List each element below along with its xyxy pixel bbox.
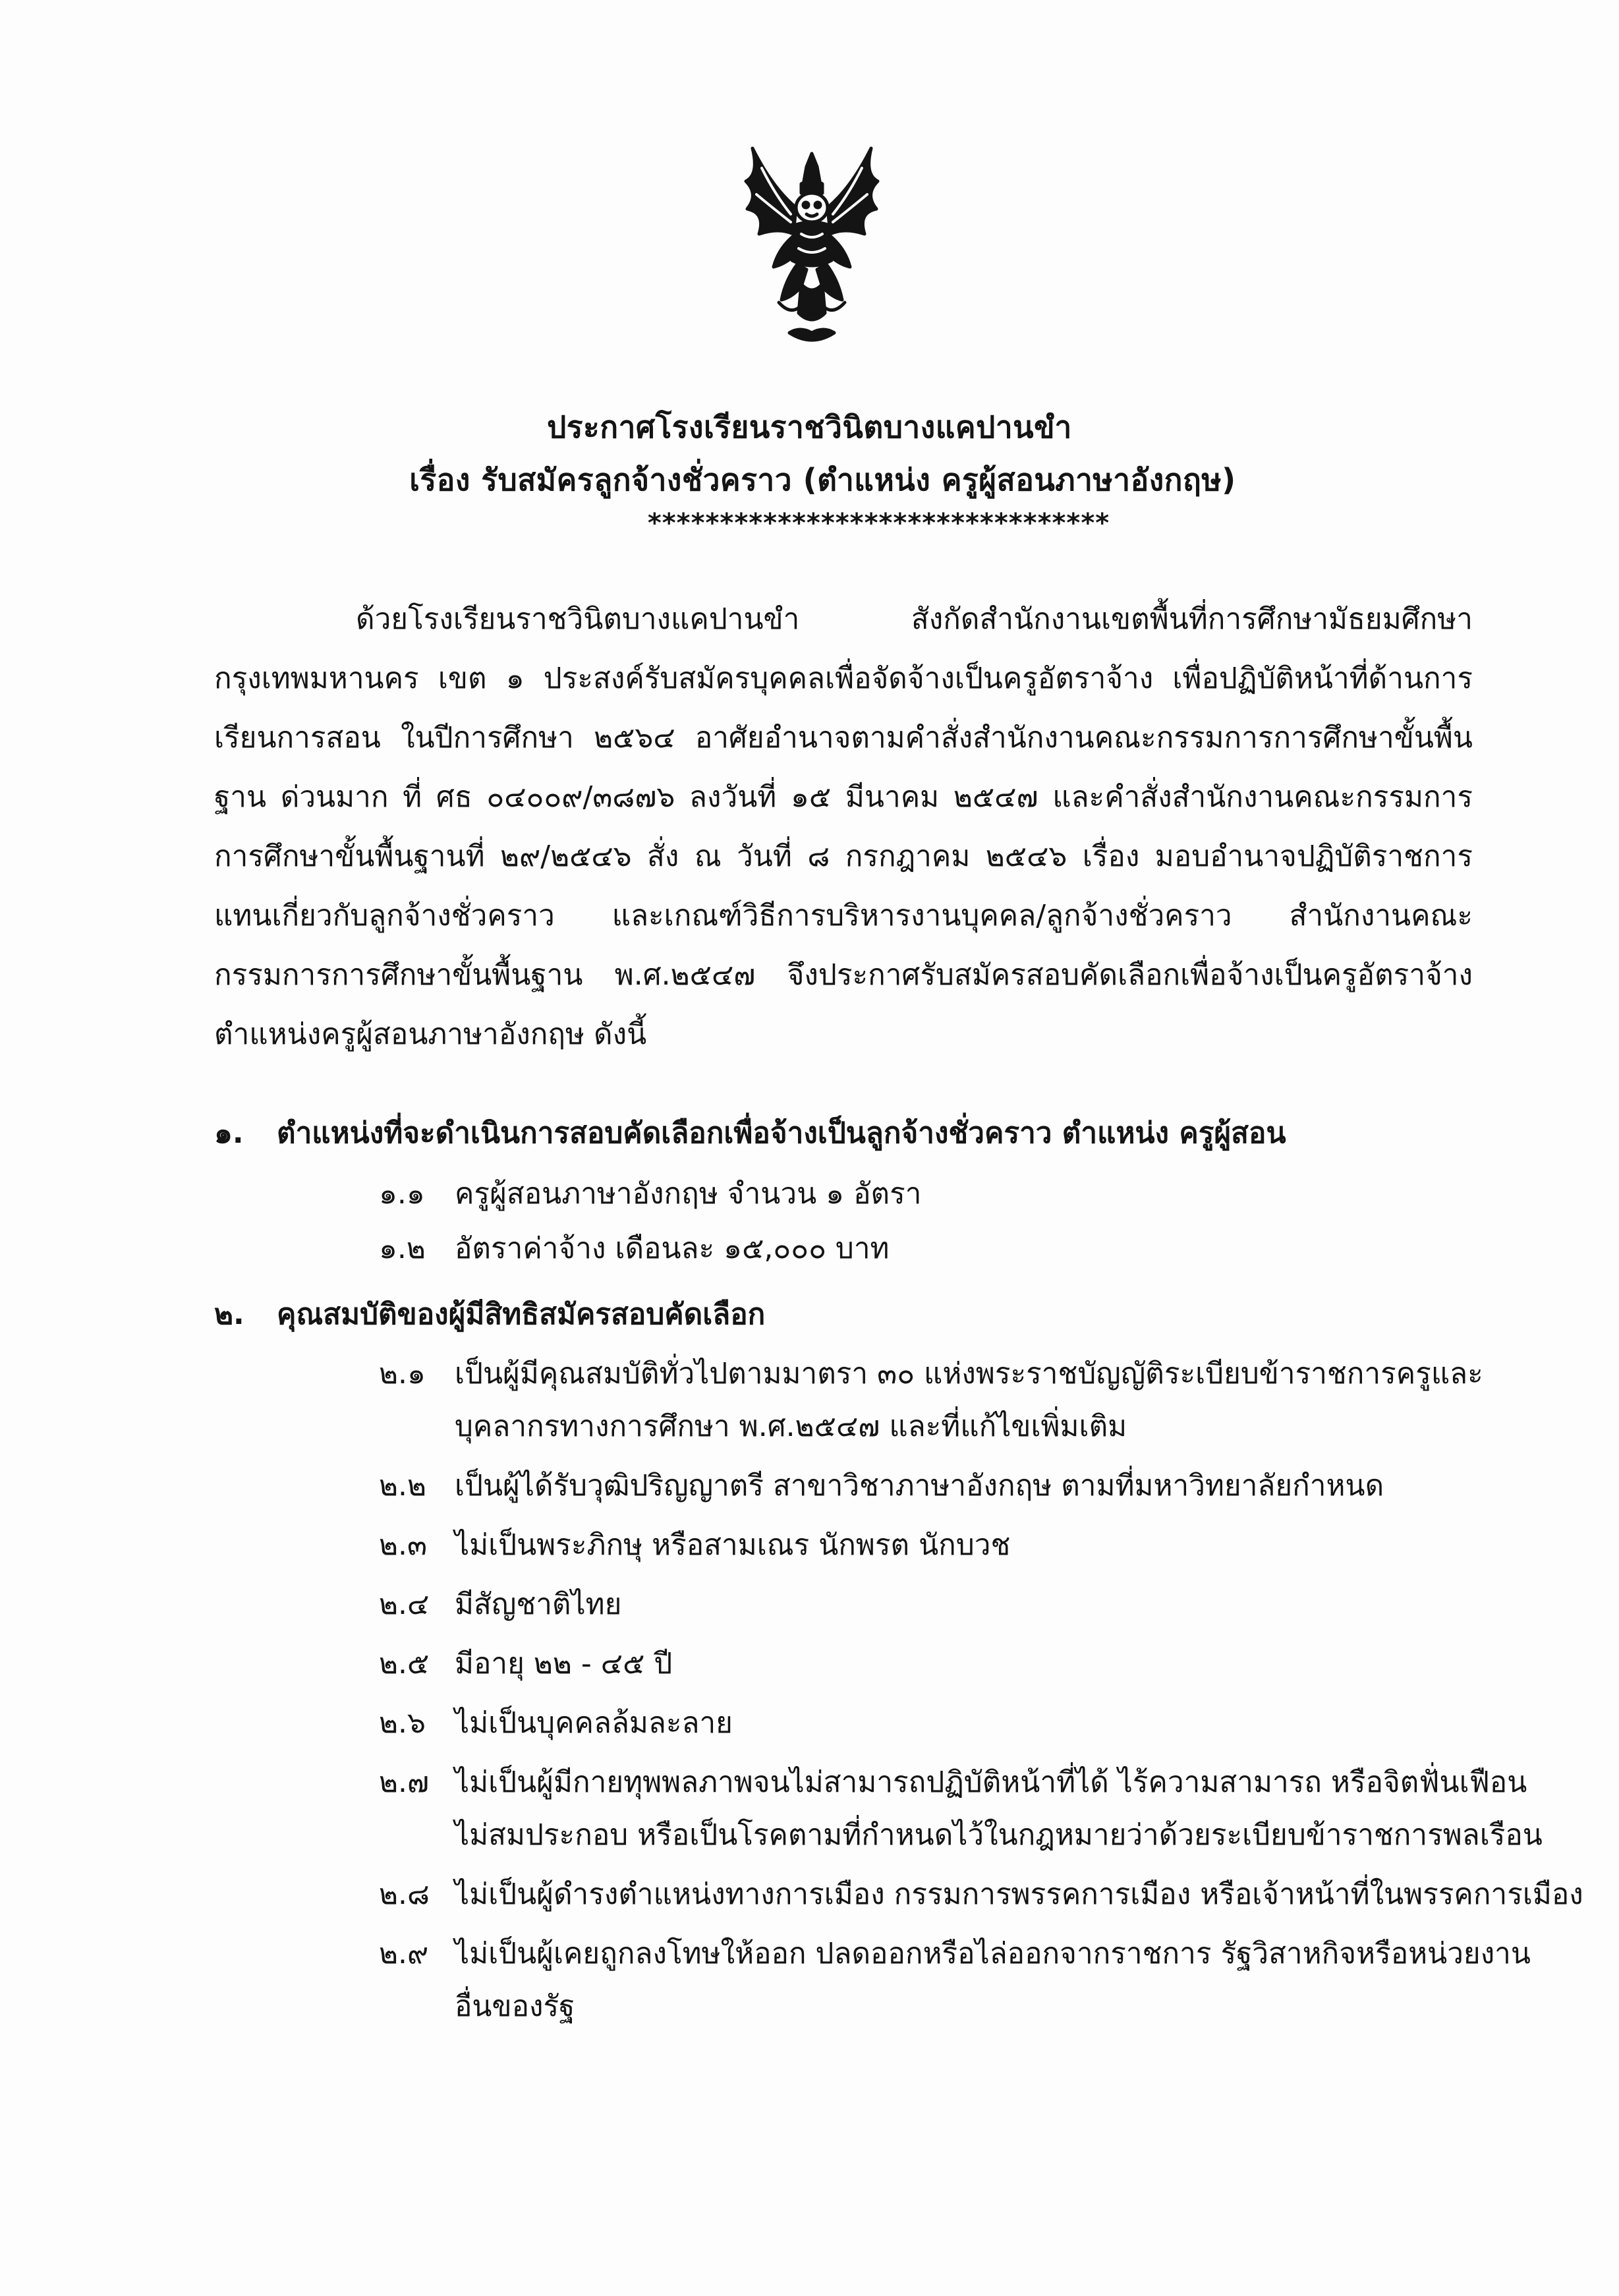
section-title: ตำแหน่งที่จะดำเนินการสอบคัดเลือกเพื่อจ้างเป็นลูกจ้างชั่วคราว ตำแหน่ง ครูผู้สอน bbox=[277, 1116, 1286, 1150]
item-number: ๒.๒ bbox=[379, 1469, 426, 1503]
item-text: ไม่เป็นผู้เคยถูกลงโทษให้ออก ปลดออกหรือไล่ออกจากราชการ รัฐวิสาหกิจหรือหน่วยงาน bbox=[455, 1937, 1531, 1970]
list-item bbox=[379, 1460, 1384, 1512]
list-item bbox=[379, 1168, 921, 1220]
announcement-header bbox=[0, 401, 1619, 536]
item-continuation: บุคลากรทางการศึกษา พ.ศ.๒๕๔๗ และที่แก้ไขเพิ่มเติม bbox=[455, 1410, 1127, 1443]
section-number: ๒. bbox=[214, 1298, 244, 1331]
list-item bbox=[379, 1638, 672, 1690]
list-item bbox=[379, 1868, 1583, 1921]
item-number: ๒.๑ bbox=[379, 1357, 426, 1391]
section-1-heading bbox=[214, 1110, 1286, 1157]
item-number: ๒.๔ bbox=[379, 1588, 430, 1621]
item-text: อัตราค่าจ้าง เดือนละ ๑๕,๐๐๐ บาท bbox=[455, 1232, 890, 1265]
section-number: ๑. bbox=[214, 1116, 244, 1150]
item-number: ๑.๒ bbox=[379, 1232, 426, 1265]
list-item bbox=[379, 1928, 1531, 1980]
garuda-emblem-icon bbox=[733, 135, 891, 353]
item-text: มีอายุ ๒๒ - ๔๕ ปี bbox=[455, 1647, 673, 1680]
item-text: ไม่เป็นพระภิกษุ หรือสามเณร นักพรต นักบวช bbox=[455, 1528, 1011, 1562]
item-text: มีสัญชาติไทย bbox=[455, 1588, 622, 1621]
item-number: ๒.๙ bbox=[379, 1937, 429, 1970]
item-continuation: อื่นของรัฐ bbox=[455, 1990, 575, 2023]
item-text: ไม่เป็นผู้ดำรงตำแหน่งทางการเมือง กรรมการพรรคการเมือง หรือเจ้าหน้าที่ในพรรคการเมือง bbox=[455, 1878, 1583, 1911]
item-text: เป็นผู้ได้รับวุฒิปริญญาตรี สาขาวิชาภาษาอังกฤษ ตามที่มหาวิทยาลัยกำหนด bbox=[455, 1469, 1384, 1503]
list-item bbox=[379, 1519, 1010, 1572]
list-item bbox=[379, 1697, 733, 1750]
announcement-title: ประกาศโรงเรียนราชวินิตบางแคปานขำ bbox=[547, 409, 1072, 445]
item-text: ครูผู้สอนภาษาอังกฤษ จำนวน ๑ อัตรา bbox=[455, 1177, 922, 1211]
item-text: เป็นผู้มีคุณสมบัติทั่วไปตามมาตรา ๓๐ แห่งพระราชบัญญัติระเบียบข้าราชการครูและ bbox=[455, 1357, 1483, 1391]
item-number: ๒.๓ bbox=[379, 1528, 428, 1562]
intro-paragraph: ด้วยโรงเรียนราชวินิตบางแคปานขำ สังกัดสำนักงานเขตพื้นที่การศึกษามัธยมศึกษากรุงเทพมหานคร เขต ๑ ประสงค์รับสมัครบุคคลเพื่อจัดจ้างเป็นครูอัตราจ้าง เพื่อปฏิบัติหน้าที่ด้านการเรียนการสอน ในปีการศึกษา ๒๕๖๔ อาศัยอำนาจตามคำสั่งสำนักงานคณะกรรมการการศึกษาขั้นพื้นฐาน ด่วนมาก ที่ ศธ ๐๔๐๐๙/๓๘๗๖ ลงวันที่ ๑๕ มีนาคม ๒๕๔๗ และคำสั่งสำนักงานคณะกรรมการการศึกษาขั้นพื้นฐานที่ ๒๙/๒๕๔๖ สั่ง ณ วันที่ ๘ กรกฎาคม ๒๕๔๖ เรื่อง มอบอำนาจปฏิบัติราชการแทนเกี่ยวกับลูกจ้างชั่วคราว และเกณฑ์วิธีการบริหารงานบุคคล/ลูกจ้างชั่วคราว สำนักงานคณะกรรมการการศึกษาขั้นพื้นฐาน พ.ศ.๒๕๔๗ จึงประกาศรับสมัครสอบคัดเลือกเพื่อจ้างเป็นครูอัตราจ้าง ตำแหน่งครูผู้สอนภาษาอังกฤษ ดังนี้ bbox=[214, 602, 1473, 1051]
item-text: ไม่เป็นบุคคลล้มละลาย bbox=[455, 1706, 733, 1740]
item-number: ๒.๘ bbox=[379, 1878, 430, 1911]
item-continuation: ไม่สมประกอบ หรือเป็นโรคตามที่กำหนดไว้ในกฎหมายว่าด้วยระเบียบข้าราชการพลเรือน bbox=[455, 1818, 1543, 1852]
item-number: ๒.๕ bbox=[379, 1647, 430, 1680]
list-item bbox=[379, 1222, 890, 1275]
announcement-subject: เรื่อง รับสมัครลูกจ้างชั่วคราว (ตำแหน่ง ครูผู้สอนภาษาอังกฤษ) bbox=[409, 462, 1236, 498]
list-item bbox=[379, 1756, 1527, 1809]
item-number: ๒.๖ bbox=[379, 1706, 426, 1740]
item-number: ๑.๑ bbox=[379, 1177, 425, 1211]
list-item bbox=[379, 1578, 621, 1631]
item-text: ไม่เป็นผู้มีกายทุพพลภาพจนไม่สามารถปฏิบัติหน้าที่ได้ ไร้ความสามารถ หรือจิตฟั่นเฟือน bbox=[455, 1765, 1527, 1799]
item-number: ๒.๗ bbox=[379, 1765, 430, 1799]
section-2-heading bbox=[214, 1292, 765, 1338]
list-item bbox=[379, 1348, 1483, 1400]
separator-stars: ******************************** bbox=[647, 508, 1110, 538]
section-title: คุณสมบัติของผู้มีสิทธิสมัครสอบคัดเลือก bbox=[277, 1298, 766, 1331]
